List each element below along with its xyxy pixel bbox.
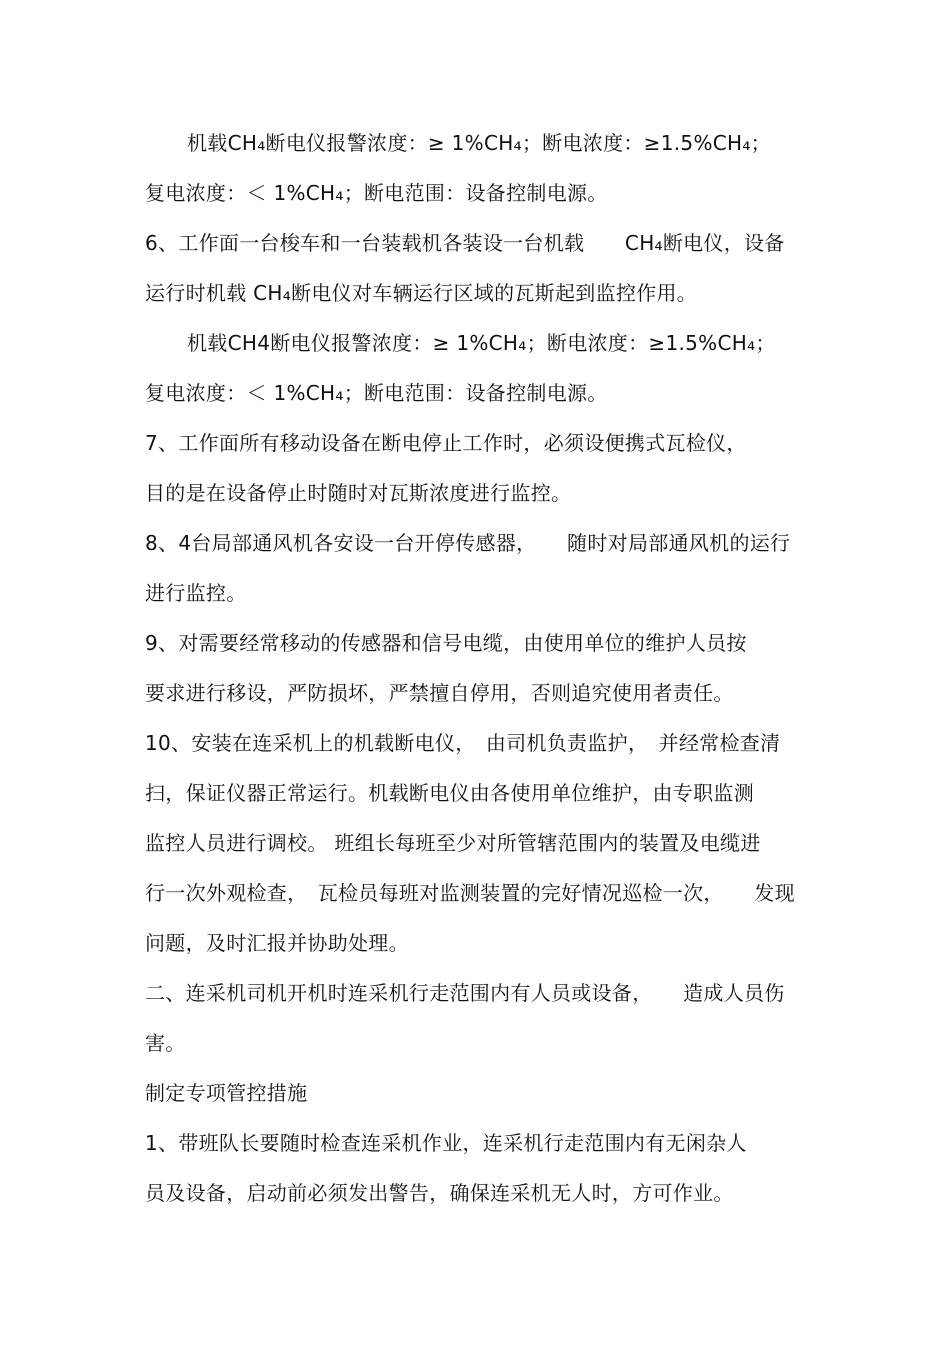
paragraph-line: 8、4台局部通风机各安设一台开停传感器， 随时对局部通风机的运行 [145,531,791,555]
paragraph-line: 运行时机载 CH₄断电仪对车辆运行区域的瓦斯起到监控作用。 [145,281,698,305]
paragraph-line: 复电浓度：＜ 1%CH₄；断电范围：设备控制电源。 [145,381,608,405]
paragraph-line: 1、带班队长要随时检查连采机作业，连采机行走范围内有无闲杂人 [145,1131,747,1155]
paragraph-line: 机载CH₄断电仪报警浓度：≥ 1%CH₄；断电浓度：≥1.5%CH₄； [187,131,771,155]
paragraph-line: 复电浓度：＜ 1%CH₄；断电范围：设备控制电源。 [145,181,608,205]
paragraph-line: 9、对需要经常移动的传感器和信号电缆，由使用单位的维护人员按 [145,631,747,655]
paragraph-line: 问题，及时汇报并协助处理。 [145,931,409,955]
paragraph-line: 员及设备，启动前必须发出警告，确保连采机无人时，方可作业。 [145,1181,734,1205]
paragraph-line: 7、工作面所有移动设备在断电停止工作时，必须设便携式瓦检仪， [145,431,747,455]
paragraph-line: 进行监控。 [145,581,247,605]
paragraph-line: 行一次外观检查， 瓦检员每班对监测装置的完好情况巡检一次， 发现 [145,881,795,905]
paragraph-line: 机载CH4断电仪报警浓度：≥ 1%CH₄；断电浓度：≥1.5%CH₄； [187,331,776,355]
section-heading: 制定专项管控措施 [145,1081,308,1105]
paragraph-line: 6、工作面一台梭车和一台装载机各装设一台机载 CH₄断电仪，设备 [145,231,785,255]
paragraph-line: 扫，保证仪器正常运行。机载断电仪由各使用单位维护，由专职监测 [145,781,754,805]
paragraph-line: 监控人员进行调校。 班组长每班至少对所管辖范围内的装置及电缆进 [145,831,761,855]
paragraph-line: 害。 [145,1031,186,1055]
paragraph-line: 二、连采机司机开机时连采机行走范围内有人员或设备， 造成人员伤 [145,981,785,1005]
paragraph-line: 10、安装在连采机上的机载断电仪， 由司机负责监护， 并经常检查清 [145,731,781,755]
paragraph-line: 要求进行移设，严防损坏，严禁擅自停用，否则追究使用者责任。 [145,681,734,705]
paragraph-line: 目的是在设备停止时随时对瓦斯浓度进行监控。 [145,481,572,505]
